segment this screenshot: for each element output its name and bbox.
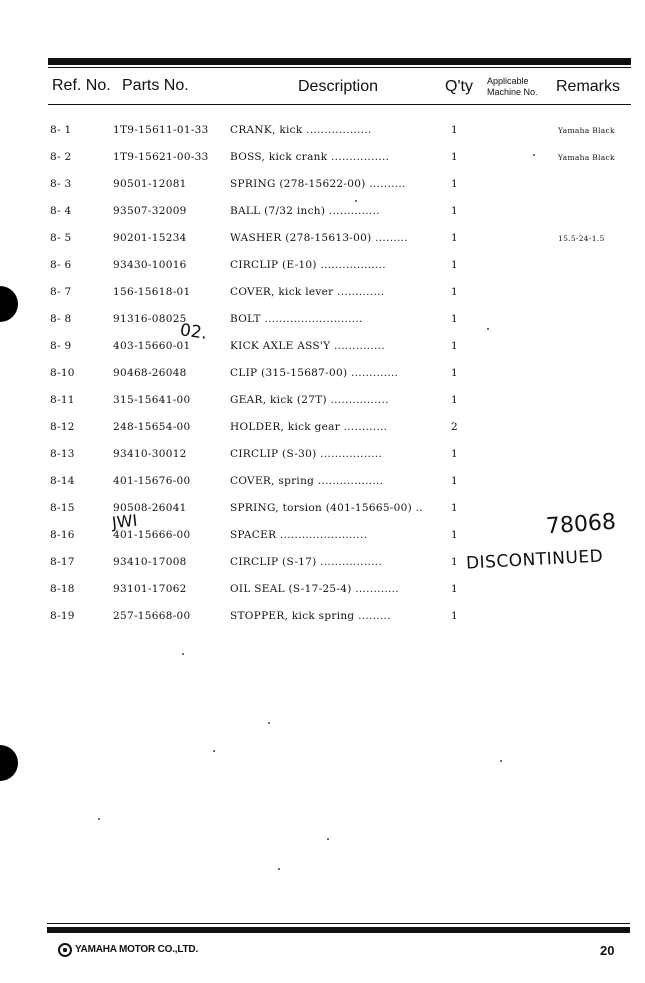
scan-speck bbox=[500, 760, 502, 762]
ref-no-cell: 8-11 bbox=[50, 394, 75, 406]
part-no-cell: 156-15618-01 bbox=[113, 286, 191, 298]
part-no-cell: 90201-15234 bbox=[113, 232, 187, 244]
header-rule-thin bbox=[48, 67, 631, 68]
part-no-cell: 93101-17062 bbox=[113, 583, 187, 595]
header-rule-thick bbox=[48, 58, 631, 65]
header-applicable-line1: Applicable bbox=[487, 76, 529, 86]
table-row bbox=[0, 313, 645, 339]
part-no-cell: 93410-30012 bbox=[113, 448, 187, 460]
handwritten-note-discontinued: DISCONTINUED bbox=[465, 546, 604, 574]
footer-rule-thick bbox=[47, 927, 630, 933]
ref-no-cell: 8- 9 bbox=[50, 340, 72, 352]
ref-no-cell: 8- 4 bbox=[50, 205, 72, 217]
ref-no-cell: 8- 2 bbox=[50, 151, 72, 163]
qty-cell: 2 bbox=[451, 421, 458, 433]
part-no-cell: 1T9-15611-01-33 bbox=[113, 124, 209, 136]
table-row bbox=[0, 610, 645, 636]
table-row bbox=[0, 475, 645, 501]
qty-cell: 1 bbox=[451, 610, 458, 622]
description-cell: CIRCLIP (S-17) ................. bbox=[230, 556, 383, 568]
table-row bbox=[0, 367, 645, 393]
part-no-cell: 315-15641-00 bbox=[113, 394, 191, 406]
yamaha-logo-icon bbox=[58, 943, 72, 957]
qty-cell: 1 bbox=[451, 151, 458, 163]
table-row bbox=[0, 259, 645, 285]
part-no-cell: 401-15666-00 bbox=[113, 529, 191, 541]
qty-cell: 1 bbox=[451, 475, 458, 487]
ref-no-cell: 8-16 bbox=[50, 529, 75, 541]
table-row bbox=[0, 178, 645, 204]
description-cell: CIRCLIP (E-10) .................. bbox=[230, 259, 386, 271]
handwritten-note-jwi: JWI bbox=[111, 510, 139, 533]
table-row bbox=[0, 394, 645, 420]
scan-speck bbox=[213, 750, 215, 752]
table-row bbox=[0, 205, 645, 231]
scan-speck bbox=[327, 838, 329, 840]
description-cell: WASHER (278-15613-00) ......... bbox=[230, 232, 408, 244]
description-cell: KICK AXLE ASS'Y .............. bbox=[230, 340, 385, 352]
header-ref-no: Ref. No. bbox=[52, 77, 111, 94]
ref-no-cell: 8- 8 bbox=[50, 313, 72, 325]
ref-no-cell: 8- 1 bbox=[50, 124, 72, 136]
qty-cell: 1 bbox=[451, 178, 458, 190]
remarks-cell: Yamaha Black bbox=[558, 126, 615, 135]
scan-speck bbox=[278, 868, 280, 870]
table-row bbox=[0, 151, 645, 177]
part-no-cell: 403-15660-01 bbox=[113, 340, 191, 352]
header-applicable-line2: Machine No. bbox=[487, 87, 538, 97]
description-cell: CRANK, kick .................. bbox=[230, 124, 372, 136]
ref-no-cell: 8-18 bbox=[50, 583, 75, 595]
table-row bbox=[0, 232, 645, 258]
qty-cell: 1 bbox=[451, 124, 458, 136]
scan-speck bbox=[268, 722, 270, 724]
part-no-cell: 93507-32009 bbox=[113, 205, 187, 217]
qty-cell: 1 bbox=[451, 448, 458, 460]
description-cell: CIRCLIP (S-30) ................. bbox=[230, 448, 383, 460]
qty-cell: 1 bbox=[451, 502, 458, 514]
description-cell: COVER, spring .................. bbox=[230, 475, 384, 487]
ref-no-cell: 8-13 bbox=[50, 448, 75, 460]
description-cell: OIL SEAL (S-17-25-4) ............ bbox=[230, 583, 399, 595]
handwritten-note-number: 78068 bbox=[545, 509, 617, 540]
table-row bbox=[0, 448, 645, 474]
qty-cell: 1 bbox=[451, 205, 458, 217]
table-row bbox=[0, 340, 645, 366]
ref-no-cell: 8-15 bbox=[50, 502, 75, 514]
part-no-cell: 90468-26048 bbox=[113, 367, 187, 379]
qty-cell: 1 bbox=[451, 583, 458, 595]
qty-cell: 1 bbox=[451, 529, 458, 541]
part-no-cell: 257-15668-00 bbox=[113, 610, 191, 622]
header-qty: Q'ty bbox=[445, 78, 473, 95]
qty-cell: 1 bbox=[451, 232, 458, 244]
page-number: 20 bbox=[600, 943, 615, 958]
part-no-cell: 93430-10016 bbox=[113, 259, 187, 271]
ref-no-cell: 8- 6 bbox=[50, 259, 72, 271]
scan-speck bbox=[182, 653, 184, 655]
header-description: Description bbox=[298, 78, 379, 95]
scan-speck bbox=[355, 200, 357, 202]
ref-no-cell: 8-17 bbox=[50, 556, 75, 568]
description-cell: SPACER ........................ bbox=[230, 529, 368, 541]
scan-speck bbox=[487, 328, 489, 330]
ref-no-cell: 8- 7 bbox=[50, 286, 72, 298]
description-cell: COVER, kick lever ............. bbox=[230, 286, 385, 298]
table-row bbox=[0, 583, 645, 609]
part-no-cell: 1T9-15621-00-33 bbox=[113, 151, 209, 163]
part-no-cell: 401-15676-00 bbox=[113, 475, 191, 487]
header-rule-bottom bbox=[48, 104, 631, 105]
footer-rule-thin bbox=[47, 923, 630, 924]
qty-cell: 1 bbox=[451, 340, 458, 352]
qty-cell: 1 bbox=[451, 313, 458, 325]
description-cell: CLIP (315-15687-00) ............. bbox=[230, 367, 399, 379]
company-name: YAMAHA MOTOR CO.,LTD. bbox=[75, 944, 199, 955]
qty-cell: 1 bbox=[451, 394, 458, 406]
remarks-cell: 15.5-24-1.5 bbox=[558, 234, 605, 243]
description-cell: SPRING (278-15622-00) .......... bbox=[230, 178, 406, 190]
header-remarks: Remarks bbox=[556, 78, 621, 95]
description-cell: BOLT ........................... bbox=[230, 313, 363, 325]
table-row bbox=[0, 286, 645, 312]
description-cell: GEAR, kick (27T) ................ bbox=[230, 394, 389, 406]
remarks-cell: Yamaha Black bbox=[558, 153, 615, 162]
ref-no-cell: 8-19 bbox=[50, 610, 75, 622]
part-no-cell: 90501-12081 bbox=[113, 178, 187, 190]
qty-cell: 1 bbox=[451, 286, 458, 298]
table-row bbox=[0, 421, 645, 447]
description-cell: STOPPER, kick spring ......... bbox=[230, 610, 391, 622]
table-row bbox=[0, 124, 645, 150]
part-no-cell: 90508-26041 bbox=[113, 502, 187, 514]
description-cell: BALL (7/32 inch) .............. bbox=[230, 205, 380, 217]
ref-no-cell: 8- 3 bbox=[50, 178, 72, 190]
scan-speck bbox=[98, 818, 100, 820]
header-parts-no: Parts No. bbox=[122, 77, 189, 94]
part-no-cell: 91316-08025 bbox=[113, 313, 187, 325]
description-cell: SPRING, torsion (401-15665-00) .. bbox=[230, 502, 423, 514]
ref-no-cell: 8-14 bbox=[50, 475, 75, 487]
description-cell: HOLDER, kick gear ............ bbox=[230, 421, 388, 433]
qty-cell: 1 bbox=[451, 259, 458, 271]
qty-cell: 1 bbox=[451, 367, 458, 379]
scan-speck bbox=[533, 154, 535, 156]
qty-cell: 1 bbox=[451, 556, 458, 568]
ref-no-cell: 8- 5 bbox=[50, 232, 72, 244]
handwritten-note-02: 02. bbox=[178, 320, 209, 344]
binder-hole-bottom bbox=[0, 745, 18, 781]
part-no-cell: 248-15654-00 bbox=[113, 421, 191, 433]
ref-no-cell: 8-10 bbox=[50, 367, 75, 379]
description-cell: BOSS, kick crank ................ bbox=[230, 151, 390, 163]
ref-no-cell: 8-12 bbox=[50, 421, 75, 433]
part-no-cell: 93410-17008 bbox=[113, 556, 187, 568]
